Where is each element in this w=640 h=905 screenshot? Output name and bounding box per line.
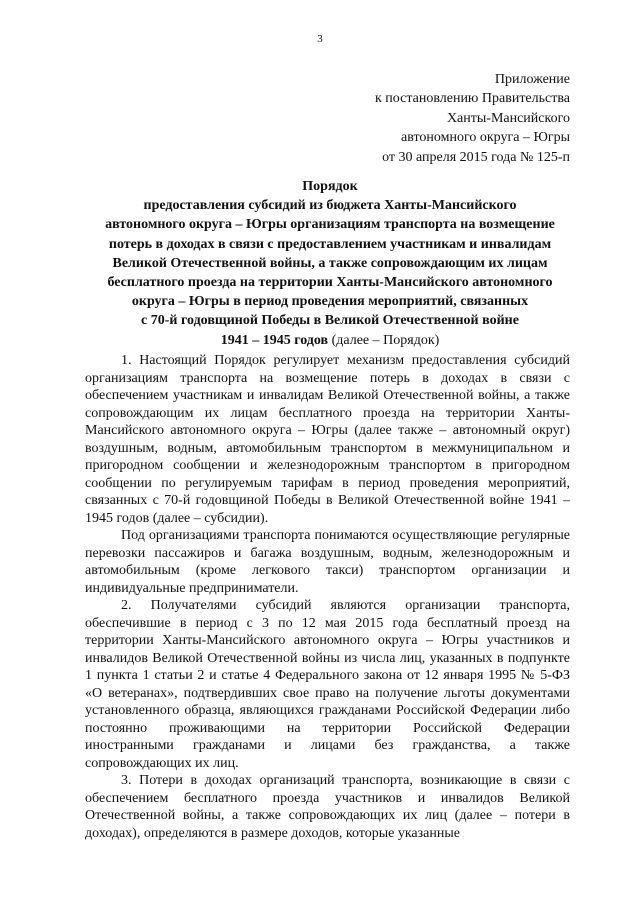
paragraph: 3. Потери в доходах организаций транспорта, возникающие в связи с обеспечением бесплатного проезда участников и инвалидов Великой Отечественной войны, а также сопровождающих их лиц (далее – потери в доходах), определяются в размере доходов, которые указанные <box>85 773 570 841</box>
paragraph: Под организациями транспорта понимаются осуществляющие регулярные перевозки пассажиров и багажа воздушным, водным, железнодорожным и автомобильным (кроме легкового такси) транспортом организации и индивидуальные предприниматели. <box>85 528 570 596</box>
appendix-line: от 30 апреля 2015 года № 125-п <box>382 149 570 165</box>
title-line: Великой Отечественной войны, а также сопровождающим их лицам <box>112 255 548 271</box>
title-line: потерь в доходах в связи с предоставлением участникам и инвалидам <box>108 236 552 252</box>
title-last-line <box>80 331 580 350</box>
paragraph: 2. Получателями субсидий являются организации транспорта, обеспечившие в период с 3 по 12 мая 2015 года бесплатный проезд на территории Ханты-Мансийского автономного округа – Югры участников и инвалидов Великой Отечественной войны из числа лиц, указанных в подпункте 1 пункта 1 статьи 2 и статье 4 Федерального закона от 12 января 1995 № 5-ФЗ «О ветеранах», подтвердивших свое право на получение льготы документами установленного образца, являющихся гражданами Российской Федерации либо постоянно проживающими на территории Российской Федерации иностранными гражданами и лицами без гражданства, а также сопровождающих их лиц. <box>85 598 570 771</box>
title-abbrev: (далее – Порядок) <box>328 332 440 348</box>
appendix-line: Ханты-Мансийского <box>446 110 570 126</box>
title-years: 1941 – 1945 годов <box>220 332 329 348</box>
document-body <box>85 352 570 842</box>
title-line: с 70-й годовщиной Победы в Великой Отечественной войне <box>141 313 519 329</box>
title-line: бесплатного проезда на территории Ханты-Мансийского автономного <box>107 275 553 291</box>
title-line: предоставления субсидий из бюджета Ханты-Мансийского <box>143 198 517 214</box>
title-line: автономного округа – Югры организациям транспорта на возмещение <box>105 217 555 233</box>
title-heading: Порядок <box>302 179 358 194</box>
appendix-line: к постановлению Правительства <box>374 91 570 107</box>
document-title <box>80 177 580 350</box>
page-number: 3 <box>317 33 323 45</box>
appendix-line: автономного округа – Югры <box>401 130 570 146</box>
appendix-header <box>375 70 570 167</box>
title-line: округа – Югры в период проведения мероприятий, связанных <box>131 294 529 310</box>
appendix-line: Приложение <box>494 72 570 87</box>
paragraph: 1. Настоящий Порядок регулирует механизм предоставления субсидий организациям транспорта на возмещение потерь в доходах в связи с обеспечением участникам и инвалидам Великой Отечественной войны, а также сопровождающим их лицам бесплатного проезда на территории Ханты-Мансийского автономного округа – Югры (далее также – автономный округ) воздушным, водным, автомобильным транспортом в межмуниципальном и пригородном сообщении и железнодорожным транспортом в пригородном сообщении по регулируемым тарифам в период проведения мероприятий, связанных с 70-й годовщиной Победы в Великой Отечественной войне 1941 – 1945 годов (далее – субсидии). <box>85 353 570 526</box>
